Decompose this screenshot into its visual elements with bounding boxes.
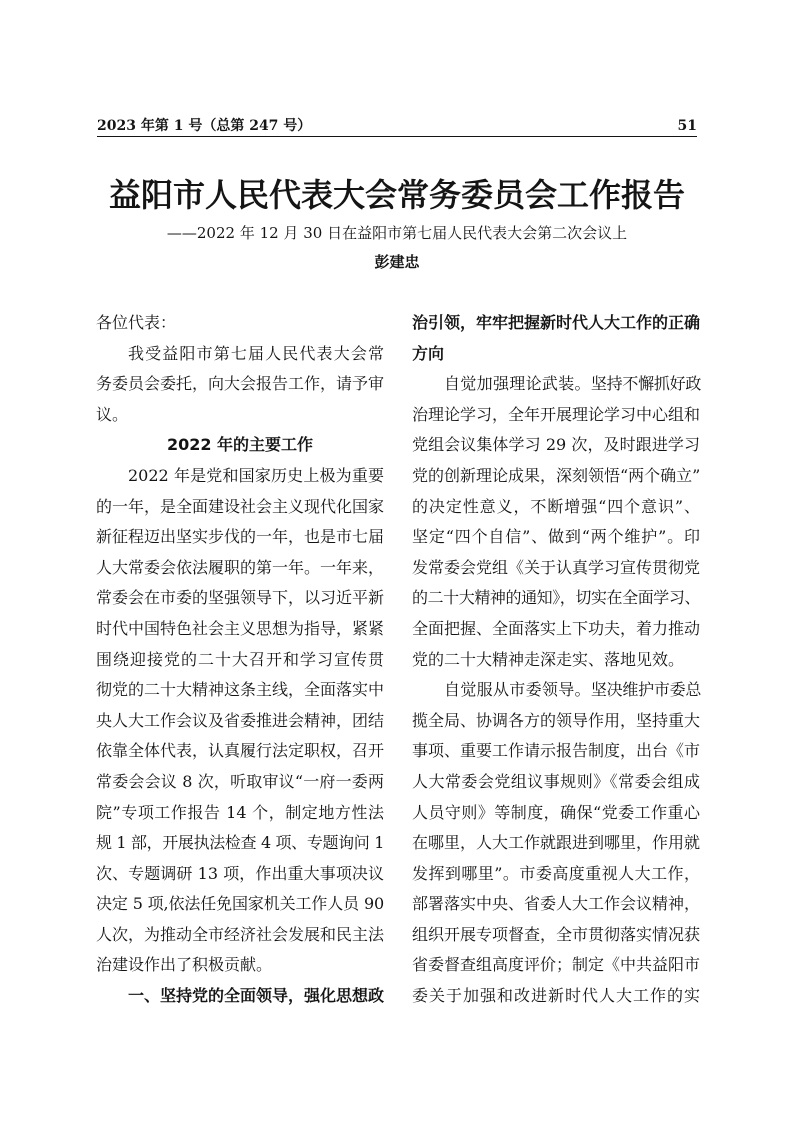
text-line: 的一年，是全面建设社会主义现代化国家 bbox=[96, 496, 385, 516]
text-line: 部署落实中央、省委人大工作会议精神， bbox=[412, 894, 701, 914]
lead-phrase: 自觉服从市委领导。 bbox=[444, 680, 591, 700]
section-heading: 2022 年的主要工作 bbox=[166, 435, 314, 455]
text-line: 人大常委会依法履职的第一年。一年来， bbox=[96, 557, 385, 577]
text-line: 我受益阳市第七届人民代表大会常 bbox=[128, 343, 384, 363]
text-line: 依靠全体代表，认真履行法定职权，召开 bbox=[96, 741, 385, 761]
text-line bbox=[412, 675, 700, 706]
text-line: 常委会在市委的坚强领导下，以习近平新 bbox=[96, 588, 385, 608]
text-line: 治建设作出了积极贡献。 bbox=[96, 955, 273, 975]
text-line: 新征程迈出坚实步伐的一年，也是市七届 bbox=[96, 527, 385, 547]
text-line bbox=[412, 369, 700, 400]
page-number: 51 bbox=[677, 118, 697, 134]
text-line: 院”专项工作报告 14 个，制定地方性法 bbox=[96, 802, 384, 822]
text-line: 央人大工作会议及省委推进会精神，团结 bbox=[96, 710, 385, 730]
section-heading: 方向 bbox=[412, 343, 445, 363]
right-column bbox=[412, 308, 700, 1012]
report-title: 益阳市人民代表大会常务委员会工作报告 bbox=[108, 176, 685, 214]
text-line: 发常委会党组《关于认真学习宣传贯彻党 bbox=[412, 557, 701, 577]
text-line: 人员守则》等制度，确保“党委工作重心 bbox=[412, 802, 700, 822]
lead-phrase: 自觉加强理论武装。 bbox=[444, 374, 591, 394]
text-line: 省委督查组高度评价；制定《中共益阳市 bbox=[412, 955, 701, 975]
text-line: 彻党的二十大精神这条主线，全面落实中 bbox=[96, 680, 385, 700]
text-line: 议。 bbox=[96, 404, 129, 424]
text-line: 时代中国特色社会主义思想为指导，紧紧 bbox=[96, 618, 385, 638]
section-heading: 一、坚持党的全面领导，强化思想政 bbox=[128, 986, 385, 1006]
text-line: 治理论学习，全年开展理论学习中心组和 bbox=[412, 404, 701, 424]
text-line: 常委会会议 8 次，听取审议“一府一委两 bbox=[96, 771, 384, 791]
text-line: 揽全局、协调各方的领导作用，坚持重大 bbox=[412, 710, 701, 730]
line-text: 坚持不懈抓好政 bbox=[590, 374, 702, 394]
text-line: 次、专题调研 13 项，作出重大事项决议 bbox=[96, 863, 384, 883]
text-line: 坚定“四个自信”、做到“两个维护”。印 bbox=[412, 527, 700, 547]
text-line: 组织开展专项督查，全市贯彻落实情况获 bbox=[412, 924, 701, 944]
text-line: 各位代表： bbox=[96, 313, 177, 332]
issue-number: 2023 年第 1 号（总第 247 号） bbox=[97, 118, 312, 134]
text-line: 人大常委会党组议事规则》《常委会组成 bbox=[412, 771, 700, 791]
running-header bbox=[97, 114, 697, 137]
line-text: 坚决维护市委总 bbox=[590, 680, 702, 700]
text-line: 发挥到哪里”。市委高度重视人大工作， bbox=[412, 863, 700, 883]
text-line: 人次，为推动全市经济社会发展和民主法 bbox=[96, 924, 385, 944]
text-line: 事项、重要工作请示报告制度，出台《市 bbox=[412, 741, 701, 761]
text-line: 党的创新理论成果，深刻领悟“两个确立” bbox=[412, 465, 701, 485]
section-heading: 治引领，牢牢把握新时代人大工作的正确 bbox=[412, 313, 701, 332]
report-subtitle: ——2022 年 12 月 30 日在益阳市第七届人民代表大会第二次会议上 bbox=[166, 224, 628, 242]
text-line: 决定 5 项,依法任免国家机关工作人员 90 bbox=[96, 894, 384, 914]
left-column bbox=[96, 308, 384, 1012]
text-line: 党的二十大精神走深走实、落地见效。 bbox=[412, 649, 685, 669]
report-author: 彭建忠 bbox=[374, 253, 420, 271]
text-line: 在哪里，人大工作就跟进到哪里，作用就 bbox=[412, 833, 701, 853]
text-line: 全面把握、全面落实上下功夫，着力推动 bbox=[412, 618, 701, 638]
text-line: 围绕迎接党的二十大召开和学习宣传贯 bbox=[96, 649, 384, 669]
text-line: 规 1 部，开展执法检查 4 项、专题询问 1 bbox=[96, 833, 384, 853]
text-line: 的二十大精神的通知》，切实在全面学习、 bbox=[412, 588, 700, 608]
text-line: 委关于加强和改进新时代人大工作的实 bbox=[412, 986, 700, 1006]
text-line: 党组会议集体学习 29 次，及时跟进学习 bbox=[412, 435, 700, 455]
text-line: 2022 年是党和国家历史上极为重要 bbox=[128, 465, 384, 485]
text-line: 的决定性意义，不断增强“四个意识”、 bbox=[412, 496, 700, 516]
text-line: 务委员会委托，向大会报告工作，请予审 bbox=[96, 374, 385, 394]
